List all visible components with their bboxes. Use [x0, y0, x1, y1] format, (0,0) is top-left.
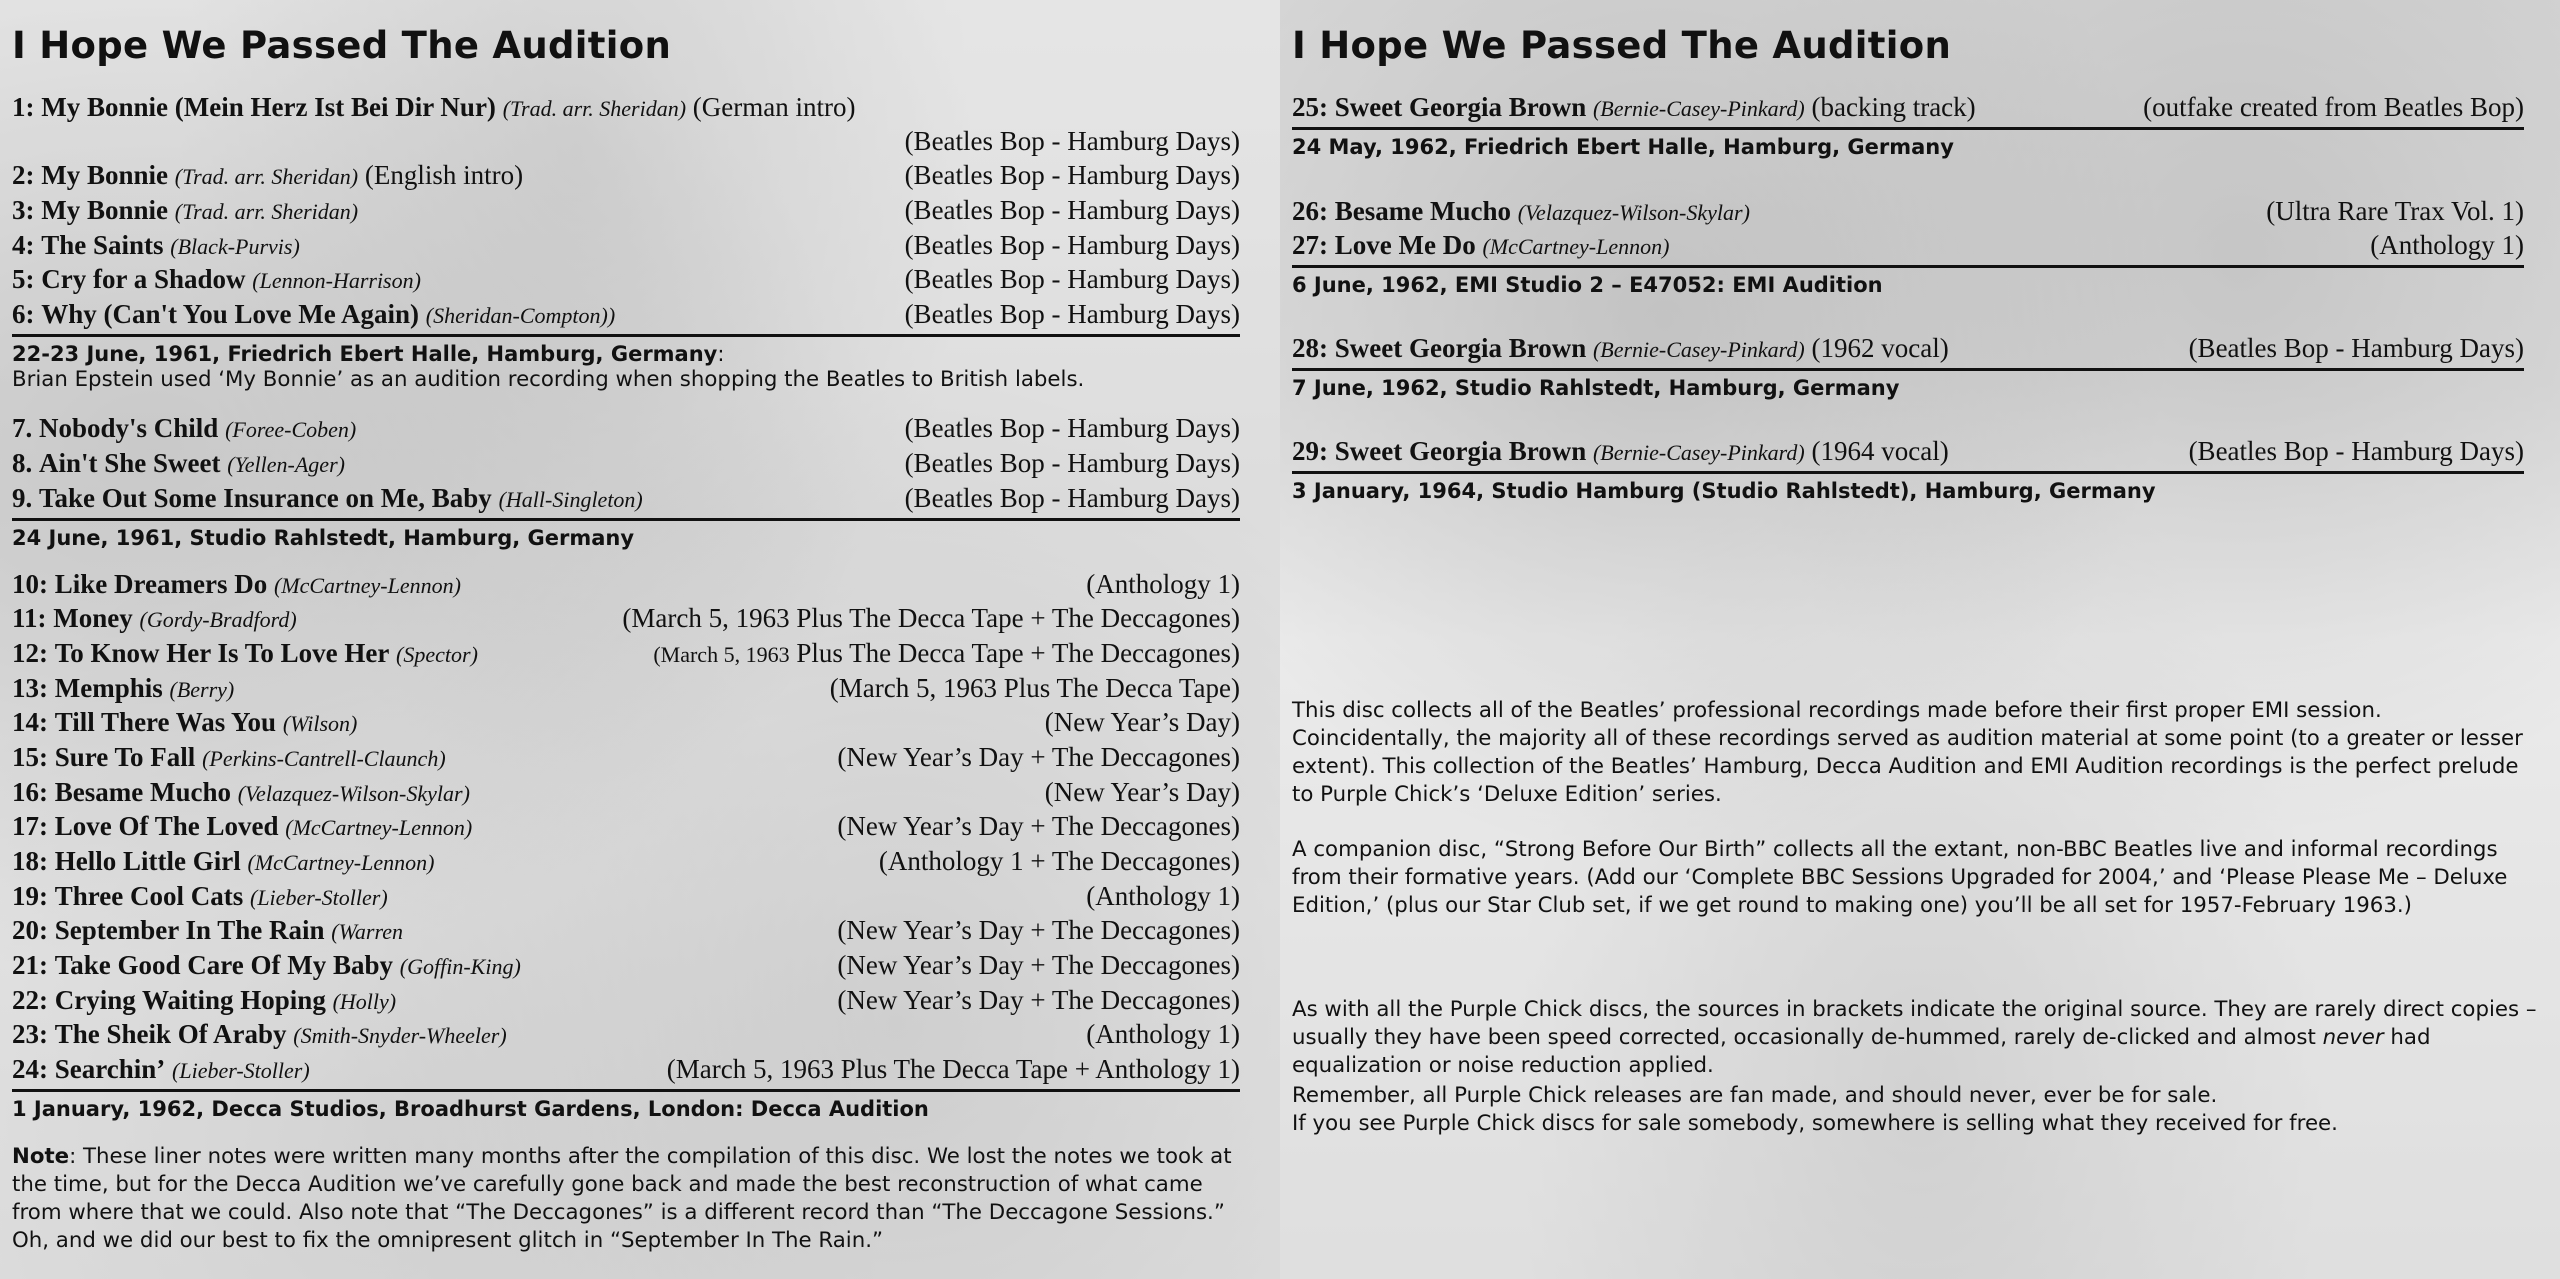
track-row: 8. Ain't She Sweet (Yellen-Ager) (Beatles Bop - Hamburg Days) [12, 448, 1240, 478]
track-row: 28: Sweet Georgia Brown (Bernie-Casey-Pinkard) (1962 vocal) (Beatles Bop - Hamburg Days) [1292, 333, 2524, 363]
page-title: I Hope We Passed The Audition [12, 24, 672, 67]
right-panel [1280, 0, 2560, 1279]
track-row: 19: Three Cool Cats (Lieber-Stoller) (Anthology 1) [12, 881, 1240, 911]
track-row: 27: Love Me Do (McCartney-Lennon) (Anthology 1) [1292, 230, 2524, 260]
track-row: 9. Take Out Some Insurance on Me, Baby (Hall-Singleton) (Beatles Bop - Hamburg Days) [12, 483, 1240, 513]
description-paragraph: This disc collects all of the Beatles’ professional recordings made before their first proper EMI session. Coincidentally, the majority all of these recordings served as audition material at some point (to a greater or lesser extent). This collection of the Beatles’ Hamburg, Decca Audition and EMI Audition recordings is the perfect prelude to Purple Chick’s ‘Deluxe Edition’ series. [1292, 698, 2523, 807]
page-title: I Hope We Passed The Audition [1292, 24, 1952, 67]
session-info: 24 June, 1961, Studio Rahlstedt, Hamburg, Germany [12, 518, 1240, 553]
track-row: 13: Memphis (Berry) (March 5, 1963 Plus The Decca Tape) [12, 673, 1240, 703]
sources-paragraph: As with all the Purple Chick discs, the sources in brackets indicate the original source. They are rarely direct copies – usually they have been speed corrected, occasionally de-hummed, rarely de-clicked and almost never had equalization or noise reduction applied. [1292, 997, 2537, 1078]
track-row: 15: Sure To Fall (Perkins-Cantrell-Claunch) (New Year’s Day + The Deccagones) [12, 742, 1240, 772]
session-info: 6 June, 1962, EMI Studio 2 – E47052: EMI Audition [1292, 265, 2524, 300]
track-row: 5: Cry for a Shadow (Lennon-Harrison) (Beatles Bop - Hamburg Days) [12, 264, 1240, 294]
track-row: 24: Searchin’ (Lieber-Stoller) (March 5, 1963 Plus The Decca Tape + Anthology 1) [12, 1054, 1240, 1084]
track-row: 3: My Bonnie (Trad. arr. Sheridan) (Beatles Bop - Hamburg Days) [12, 195, 1240, 225]
track-row: 17: Love Of The Loved (McCartney-Lennon) (New Year’s Day + The Deccagones) [12, 811, 1240, 841]
track-row: 14: Till There Was You (Wilson) (New Year’s Day) [12, 707, 1240, 737]
track-row: 1: My Bonnie (Mein Herz Ist Bei Dir Nur) (Trad. arr. Sheridan) (German intro) [12, 92, 856, 122]
track-row: 11: Money (Gordy-Bradford) (March 5, 1963 Plus The Decca Tape + The Deccagones) [12, 603, 1240, 633]
session-info: 24 May, 1962, Friedrich Ebert Halle, Hamburg, Germany [1292, 127, 2524, 162]
track-row: 23: The Sheik Of Araby (Smith-Snyder-Wheeler) (Anthology 1) [12, 1019, 1240, 1049]
session-info: 1 January, 1962, Decca Studios, Broadhurst Gardens, London: Decca Audition [12, 1089, 1240, 1124]
track-row: 6: Why (Can't You Love Me Again) (Sheridan-Compton)) (Beatles Bop - Hamburg Days) [12, 299, 1240, 329]
track-row: 7. Nobody's Child (Foree-Coben) (Beatles Bop - Hamburg Days) [12, 413, 1240, 443]
liner-note: Note: These liner notes were written many months after the compilation of this disc. We lost the notes we took at the time, but for the Decca Audition we’ve carefully gone back and made the best reconstruction of what came from where that we could. Also note that “The Deccagones” is a different record than “The Deccagone Sessions.” Oh, and we did our best to fix the omnipresent glitch in “September In The Rain.” [12, 1144, 1232, 1253]
disclaimer-paragraph: Remember, all Purple Chick releases are fan made, and should never, ever be for sale. If you see Purple Chick discs for sale somebody, somewhere is selling what they received for free. [1292, 1083, 2338, 1136]
track-row: 10: Like Dreamers Do (McCartney-Lennon) (Anthology 1) [12, 569, 1240, 599]
track-row: 21: Take Good Care Of My Baby (Goffin-King) (New Year’s Day + The Deccagones) [12, 950, 1240, 980]
session-note: Brian Epstein used ‘My Bonnie’ as an audition recording when shopping the Beatles to British labels. [12, 367, 1085, 392]
track-row: 29: Sweet Georgia Brown (Bernie-Casey-Pinkard) (1964 vocal) (Beatles Bop - Hamburg Days) [1292, 436, 2524, 466]
track-row: 16: Besame Mucho (Velazquez-Wilson-Skylar) (New Year’s Day) [12, 777, 1240, 807]
track-row: 2: My Bonnie (Trad. arr. Sheridan) (English intro) (Beatles Bop - Hamburg Days) [12, 160, 1240, 190]
track-row: 22: Crying Waiting Hoping (Holly) (New Year’s Day + The Deccagones) [12, 985, 1240, 1015]
track-row: 25: Sweet Georgia Brown (Bernie-Casey-Pinkard) (backing track) (outfake created from Beatles Bop) [1292, 92, 2524, 122]
track-row: 26: Besame Mucho (Velazquez-Wilson-Skylar) (Ultra Rare Trax Vol. 1) [1292, 196, 2524, 226]
companion-paragraph: A companion disc, “Strong Before Our Birth” collects all the extant, non-BBC Beatles live and informal recordings from their formative years. (Add our ‘Complete BBC Sessions Upgraded for 2004,’ and ‘Please Please Me – Deluxe Edition,’ (plus our Star Club set, if we get round to making one) you’ll be all set for 1957-February 1963.) [1292, 837, 2508, 918]
session-info: 3 January, 1964, Studio Hamburg (Studio Rahlstedt), Hamburg, Germany [1292, 471, 2524, 506]
track-row: 4: The Saints (Black-Purvis) (Beatles Bop - Hamburg Days) [12, 230, 1240, 260]
track-row: 18: Hello Little Girl (McCartney-Lennon) (Anthology 1 + The Deccagones) [12, 846, 1240, 876]
track-row: (Beatles Bop - Hamburg Days) [904, 126, 1240, 156]
session-info: 22-23 June, 1961, Friedrich Ebert Halle, Hamburg, Germany: [12, 334, 1240, 369]
track-row: 20: September In The Rain (Warren (New Year’s Day + The Deccagones) [12, 915, 1240, 945]
session-info: 7 June, 1962, Studio Rahlstedt, Hamburg, Germany [1292, 368, 2524, 403]
track-row: 12: To Know Her Is To Love Her (Spector) (March 5, 1963 Plus The Decca Tape + The Deccagones) [12, 638, 1240, 668]
